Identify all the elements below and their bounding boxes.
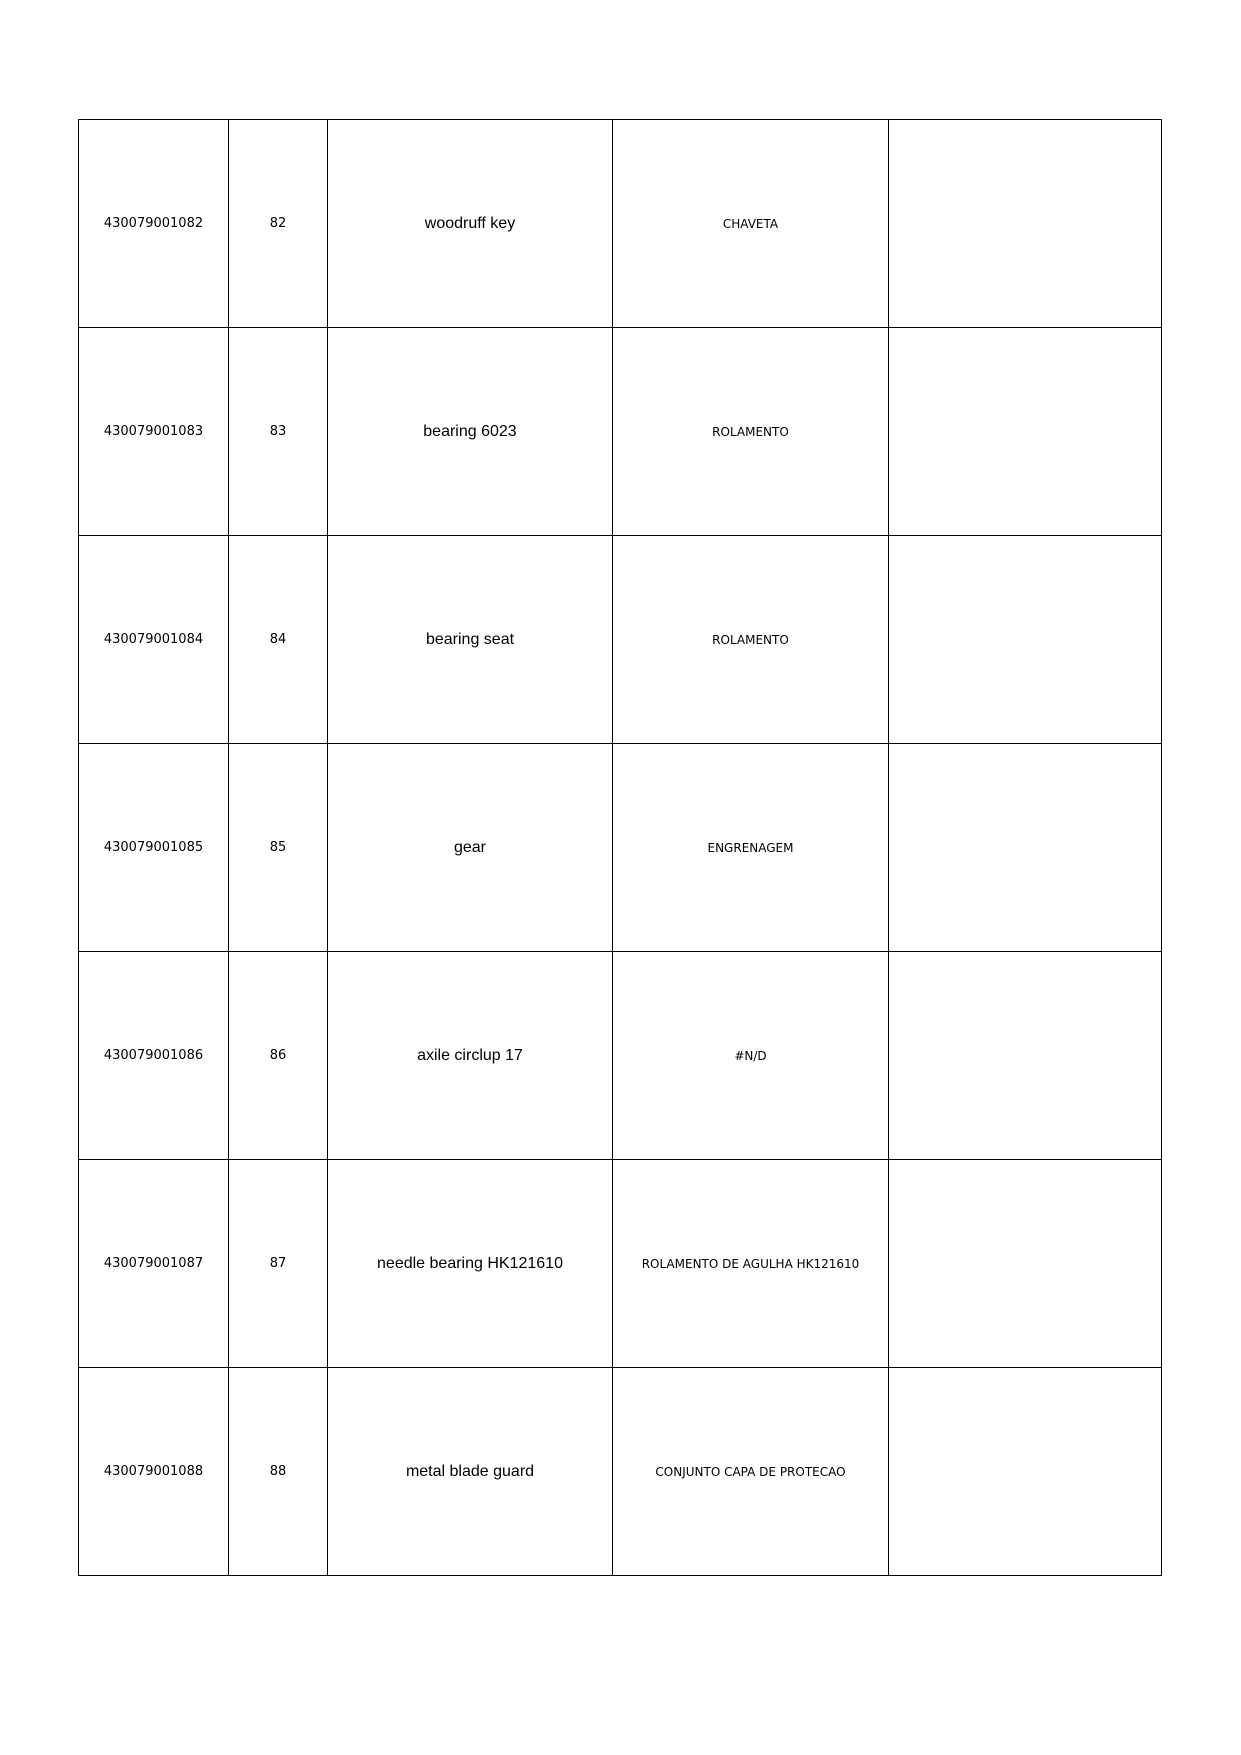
description-pt-cell: ROLAMENTO <box>613 328 889 536</box>
empty-cell <box>889 952 1162 1160</box>
empty-cell <box>889 536 1162 744</box>
item-number-cell: 85 <box>229 744 328 952</box>
empty-cell <box>889 744 1162 952</box>
table-row <box>79 536 1162 744</box>
item-number-cell: 82 <box>229 120 328 328</box>
empty-cell <box>889 1160 1162 1368</box>
empty-cell <box>889 328 1162 536</box>
item-number-cell: 86 <box>229 952 328 1160</box>
description-en-cell: metal blade guard <box>328 1368 613 1576</box>
table-row <box>79 1160 1162 1368</box>
part-code-cell: 430079001082 <box>79 120 229 328</box>
item-number-cell: 87 <box>229 1160 328 1368</box>
description-pt-cell: #N/D <box>613 952 889 1160</box>
description-pt-cell: ROLAMENTO DE AGULHA HK121610 <box>613 1160 889 1368</box>
description-en-cell: gear <box>328 744 613 952</box>
item-number-cell: 84 <box>229 536 328 744</box>
description-pt-cell: ROLAMENTO <box>613 536 889 744</box>
description-pt-cell: CONJUNTO CAPA DE PROTECAO <box>613 1368 889 1576</box>
item-number-cell: 83 <box>229 328 328 536</box>
part-code-cell: 430079001083 <box>79 328 229 536</box>
empty-cell <box>889 120 1162 328</box>
table-row <box>79 744 1162 952</box>
part-code-cell: 430079001085 <box>79 744 229 952</box>
table-row <box>79 952 1162 1160</box>
description-en-cell: axile circlup 17 <box>328 952 613 1160</box>
part-code-cell: 430079001084 <box>79 536 229 744</box>
table-row <box>79 120 1162 328</box>
table-row <box>79 328 1162 536</box>
item-number-cell: 88 <box>229 1368 328 1576</box>
part-code-cell: 430079001087 <box>79 1160 229 1368</box>
description-pt-cell: CHAVETA <box>613 120 889 328</box>
part-code-cell: 430079001086 <box>79 952 229 1160</box>
parts-table <box>78 119 1162 1576</box>
empty-cell <box>889 1368 1162 1576</box>
table-row <box>79 1368 1162 1576</box>
part-code-cell: 430079001088 <box>79 1368 229 1576</box>
description-en-cell: needle bearing HK121610 <box>328 1160 613 1368</box>
description-en-cell: woodruff key <box>328 120 613 328</box>
description-en-cell: bearing seat <box>328 536 613 744</box>
description-en-cell: bearing 6023 <box>328 328 613 536</box>
description-pt-cell: ENGRENAGEM <box>613 744 889 952</box>
